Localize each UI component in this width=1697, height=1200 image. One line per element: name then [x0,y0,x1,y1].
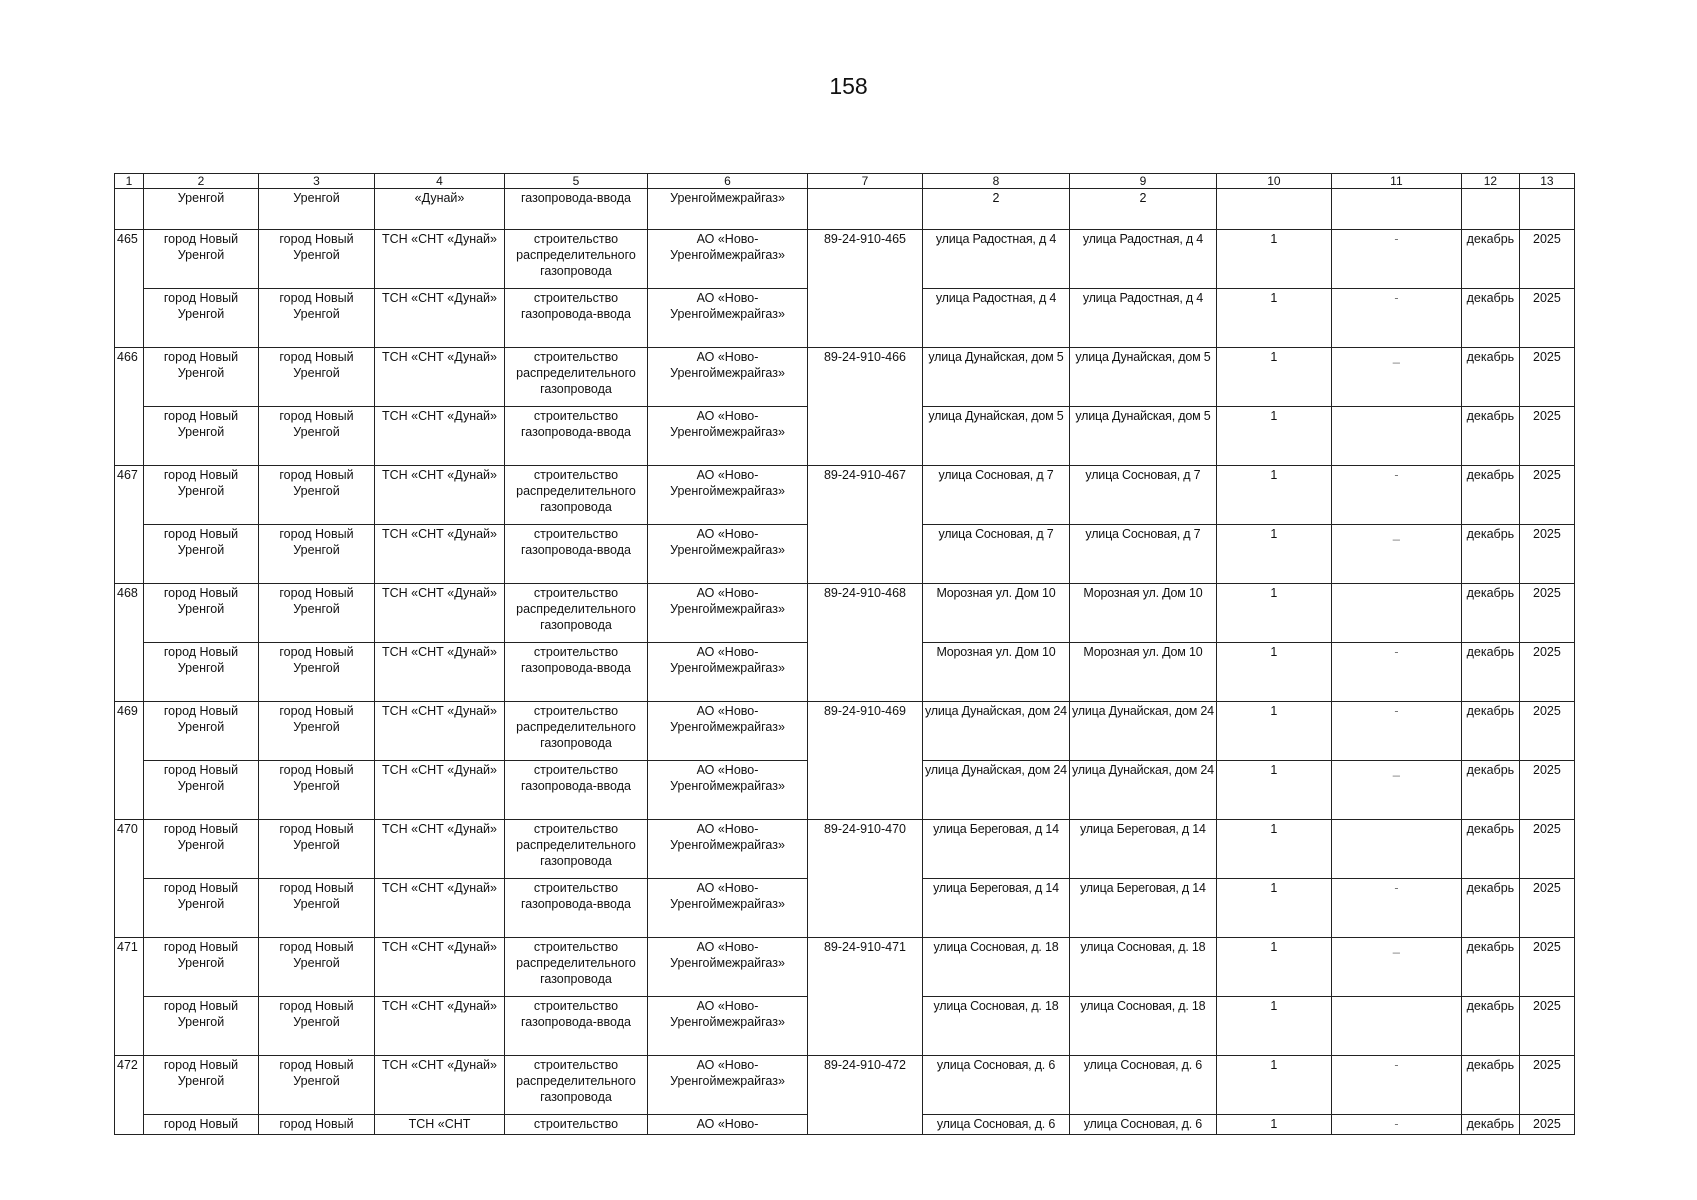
cell-c6: АО «Ново-Уренгоймежрайгаз» [648,997,808,1056]
cell-c8: улица Береговая, д 14 [923,879,1070,938]
cell-c8: улица Дунайская, дом 5 [923,348,1070,407]
cell-c4: ТСН «СНТ «Дунай» [375,702,505,761]
cell-c3: город Новый Уренгой [259,820,375,879]
cell-c8: 2 [923,189,1070,230]
cell-c12 [1461,189,1519,230]
cell-c6: АО «Ново-Уренгоймежрайгаз» [648,289,808,348]
cell-c3: город Новый Уренгой [259,230,375,289]
cell-c5: строительство газопровода-ввода [505,525,648,584]
cell-c3: город Новый Уренгой [259,997,375,1056]
cell-c13 [1519,189,1574,230]
cell-c10: 1 [1216,289,1331,348]
cell-c4: ТСН «СНТ «Дунай» [375,820,505,879]
cell-c11 [1331,997,1461,1056]
cell-c10: 1 [1216,702,1331,761]
cell-c6: АО «Ново-Уренгоймежрайгаз» [648,879,808,938]
cell-c5: строительство газопровода-ввода [505,879,648,938]
cell-c13: 2025 [1519,761,1574,820]
cell-c12: декабрь [1461,348,1519,407]
cell-c8: улица Дунайская, дом 5 [923,407,1070,466]
cell-c9: Морозная ул. Дом 10 [1069,584,1216,643]
cell-c4: ТСН «СНТ «Дунай» [375,466,505,525]
cell-c8: улица Береговая, д 14 [923,820,1070,879]
cell-c4: ТСН «СНТ «Дунай» [375,407,505,466]
cell-c4: ТСН «СНТ «Дунай» [375,230,505,289]
column-header-6: 6 [648,174,808,189]
data-table [114,173,1575,1135]
cell-c11: _ [1331,938,1461,997]
cell-c12: декабрь [1461,879,1519,938]
cell-c10: 1 [1216,1056,1331,1115]
cell-c4: ТСН «СНТ «Дунай» [375,761,505,820]
row-number: 472 [115,1056,144,1135]
header-row [115,174,1575,189]
column-header-7: 7 [808,174,923,189]
column-header-2: 2 [144,174,259,189]
row-number: 469 [115,702,144,820]
cell-c13: 2025 [1519,1115,1574,1135]
cell-c2: город Новый Уренгой [144,643,259,702]
cell-c10: 1 [1216,407,1331,466]
cell-c9: улица Дунайская, дом 5 [1069,348,1216,407]
cell-c12: декабрь [1461,466,1519,525]
cell-c10: 1 [1216,879,1331,938]
cell-c2: город Новый Уренгой [144,584,259,643]
cell-c13: 2025 [1519,879,1574,938]
cell-c8: улица Сосновая, д 7 [923,466,1070,525]
cell-c3: город Новый [259,1115,375,1135]
cell-c11: - [1331,466,1461,525]
cell-c4: ТСН «СНТ «Дунай» [375,938,505,997]
cell-c13: 2025 [1519,407,1574,466]
cell-c8: улица Сосновая, д 7 [923,525,1070,584]
cell-c6: АО «Ново-Уренгоймежрайгаз» [648,643,808,702]
cell-c5: строительство распределительного газопровода [505,230,648,289]
cell-c5: строительство распределительного газопровода [505,466,648,525]
cell-c10: 1 [1216,938,1331,997]
object-code: 89-24-910-465 [808,230,923,348]
cell-c3: город Новый Уренгой [259,879,375,938]
cell-c11 [1331,407,1461,466]
cell-c2: город Новый Уренгой [144,348,259,407]
cell-c9: Морозная ул. Дом 10 [1069,643,1216,702]
cell-c9: улица Сосновая, д. 18 [1069,997,1216,1056]
cell-c11: - [1331,879,1461,938]
cell-c8: улица Дунайская, дом 24 [923,761,1070,820]
cell-c3: город Новый Уренгой [259,525,375,584]
cell-c5: строительство распределительного газопровода [505,348,648,407]
cell-c6: АО «Ново-Уренгоймежрайгаз» [648,230,808,289]
cell-c6: АО «Ново-Уренгоймежрайгаз» [648,407,808,466]
cell-c11: _ [1331,761,1461,820]
cell-c9: улица Сосновая, д. 6 [1069,1115,1216,1135]
carry-over-row [115,189,1575,230]
cell-c5: строительство распределительного газопровода [505,1056,648,1115]
cell-c9: улица Береговая, д 14 [1069,879,1216,938]
row-number: 468 [115,584,144,702]
cell-c10: 1 [1216,525,1331,584]
cell-c4: ТСН «СНТ «Дунай» [375,879,505,938]
cell-c8: улица Радостная, д 4 [923,230,1070,289]
object-code: 89-24-910-467 [808,466,923,584]
cell-c12: декабрь [1461,702,1519,761]
cell-c11: - [1331,1056,1461,1115]
cell-c9: улица Радостная, д 4 [1069,289,1216,348]
cell-c3: город Новый Уренгой [259,466,375,525]
object-code: 89-24-910-470 [808,820,923,938]
cell-c10: 1 [1216,584,1331,643]
cell-c9: улица Сосновая, д. 6 [1069,1056,1216,1115]
cell-c8: улица Радостная, д 4 [923,289,1070,348]
column-header-5: 5 [505,174,648,189]
column-header-3: 3 [259,174,375,189]
cell-c5: газопровода-ввода [505,189,648,230]
cell-c10: 1 [1216,820,1331,879]
cell-c11: - [1331,289,1461,348]
column-header-10: 10 [1216,174,1331,189]
cell-c12: декабрь [1461,1115,1519,1135]
cell-c10: 1 [1216,466,1331,525]
cell-c10: 1 [1216,230,1331,289]
cell-c3: город Новый Уренгой [259,1056,375,1115]
cell-c10: 1 [1216,1115,1331,1135]
cell-c4: ТСН «СНТ [375,1115,505,1135]
cell-c3: город Новый Уренгой [259,643,375,702]
row-number: 465 [115,230,144,348]
cell-c2: город Новый Уренгой [144,230,259,289]
cell-c4: ТСН «СНТ «Дунай» [375,584,505,643]
cell-c12: декабрь [1461,1056,1519,1115]
cell-c9: улица Сосновая, д 7 [1069,525,1216,584]
cell-c8: улица Сосновая, д. 6 [923,1115,1070,1135]
cell-c11: - [1331,643,1461,702]
cell-c3: город Новый Уренгой [259,938,375,997]
cell-c13: 2025 [1519,289,1574,348]
column-header-13: 13 [1519,174,1574,189]
column-header-1: 1 [115,174,144,189]
cell-c13: 2025 [1519,820,1574,879]
cell-c6: АО «Ново-Уренгоймежрайгаз» [648,1056,808,1115]
cell-c2: город Новый Уренгой [144,761,259,820]
cell-c5: строительство распределительного газопровода [505,938,648,997]
cell-c11: _ [1331,525,1461,584]
cell-c2: город Новый Уренгой [144,938,259,997]
table-row [115,820,1575,879]
cell-c2: город Новый Уренгой [144,1056,259,1115]
cell-c4: ТСН «СНТ «Дунай» [375,643,505,702]
cell-c3: город Новый Уренгой [259,348,375,407]
table-row [115,348,1575,407]
cell-c10: 1 [1216,348,1331,407]
cell-c12: декабрь [1461,230,1519,289]
cell-c12: декабрь [1461,938,1519,997]
cell-c9: улица Дунайская, дом 5 [1069,407,1216,466]
cell-c8: улица Сосновая, д. 18 [923,997,1070,1056]
cell-c9: улица Радостная, д 4 [1069,230,1216,289]
cell-c6: АО «Ново- [648,1115,808,1135]
cell-c6: АО «Ново-Уренгоймежрайгаз» [648,820,808,879]
row-number: 470 [115,820,144,938]
cell-c13: 2025 [1519,525,1574,584]
cell-c6: АО «Ново-Уренгоймежрайгаз» [648,584,808,643]
cell-c2: город Новый Уренгой [144,289,259,348]
object-code: 89-24-910-469 [808,702,923,820]
cell-c10 [1216,189,1331,230]
cell-c9: 2 [1069,189,1216,230]
cell-c12: декабрь [1461,289,1519,348]
cell-c13: 2025 [1519,348,1574,407]
cell-c3: город Новый Уренгой [259,407,375,466]
cell-c10: 1 [1216,643,1331,702]
cell-c2: Уренгой [144,189,259,230]
cell-c13: 2025 [1519,643,1574,702]
cell-c9: улица Дунайская, дом 24 [1069,761,1216,820]
cell-c6: АО «Ново-Уренгоймежрайгаз» [648,525,808,584]
cell-c13: 2025 [1519,938,1574,997]
column-header-8: 8 [923,174,1070,189]
table-row [115,230,1575,289]
cell-c10: 1 [1216,761,1331,820]
object-code: 89-24-910-472 [808,1056,923,1135]
row-number: 466 [115,348,144,466]
cell-c13: 2025 [1519,1056,1574,1115]
cell-c11 [1331,584,1461,643]
cell-c6: АО «Ново-Уренгоймежрайгаз» [648,348,808,407]
cell-c5: строительство распределительного газопровода [505,702,648,761]
cell-c13: 2025 [1519,230,1574,289]
cell-c4: ТСН «СНТ «Дунай» [375,1056,505,1115]
column-header-4: 4 [375,174,505,189]
cell-c12: декабрь [1461,584,1519,643]
cell-c5: строительство газопровода-ввода [505,997,648,1056]
cell-c13: 2025 [1519,702,1574,761]
cell-c13: 2025 [1519,997,1574,1056]
cell-c6: АО «Ново-Уренгоймежрайгаз» [648,938,808,997]
cell-c10: 1 [1216,997,1331,1056]
table-row [115,584,1575,643]
cell-c8: улица Сосновая, д. 18 [923,938,1070,997]
cell-c11: _ [1331,348,1461,407]
column-header-12: 12 [1461,174,1519,189]
row-number-cell [115,189,144,230]
cell-c9: улица Сосновая, д 7 [1069,466,1216,525]
cell-c9: улица Сосновая, д. 18 [1069,938,1216,997]
cell-c2: город Новый Уренгой [144,466,259,525]
cell-c2: город Новый [144,1115,259,1135]
cell-c5: строительство распределительного газопровода [505,584,648,643]
cell-c2: город Новый Уренгой [144,407,259,466]
cell-c3: Уренгой [259,189,375,230]
cell-c5: строительство газопровода-ввода [505,289,648,348]
cell-c13: 2025 [1519,466,1574,525]
cell-c3: город Новый Уренгой [259,584,375,643]
cell-c4: «Дунай» [375,189,505,230]
cell-c11: - [1331,230,1461,289]
cell-c11 [1331,189,1461,230]
cell-c12: декабрь [1461,997,1519,1056]
cell-c4: ТСН «СНТ «Дунай» [375,997,505,1056]
cell-c8: улица Сосновая, д. 6 [923,1056,1070,1115]
object-code: 89-24-910-466 [808,348,923,466]
row-number: 467 [115,466,144,584]
cell-c8: Морозная ул. Дом 10 [923,643,1070,702]
cell-c12: декабрь [1461,761,1519,820]
cell-c8: улица Дунайская, дом 24 [923,702,1070,761]
cell-c7 [808,189,923,230]
cell-c12: декабрь [1461,525,1519,584]
cell-c5: строительство газопровода-ввода [505,643,648,702]
cell-c11: - [1331,702,1461,761]
cell-c5: строительство газопровода-ввода [505,407,648,466]
cell-c4: ТСН «СНТ «Дунай» [375,289,505,348]
table-row [115,702,1575,761]
cell-c12: декабрь [1461,643,1519,702]
cell-c6: АО «Ново-Уренгоймежрайгаз» [648,466,808,525]
cell-c12: декабрь [1461,407,1519,466]
cell-c5: строительство газопровода-ввода [505,761,648,820]
cell-c11: - [1331,1115,1461,1135]
cell-c5: строительство [505,1115,648,1135]
cell-c2: город Новый Уренгой [144,879,259,938]
column-header-11: 11 [1331,174,1461,189]
column-header-9: 9 [1069,174,1216,189]
cell-c9: улица Дунайская, дом 24 [1069,702,1216,761]
cell-c6: АО «Ново-Уренгоймежрайгаз» [648,702,808,761]
cell-c3: город Новый Уренгой [259,702,375,761]
cell-c2: город Новый Уренгой [144,525,259,584]
cell-c11 [1331,820,1461,879]
cell-c3: город Новый Уренгой [259,289,375,348]
object-code: 89-24-910-468 [808,584,923,702]
cell-c2: город Новый Уренгой [144,820,259,879]
table-row [115,466,1575,525]
cell-c9: улица Береговая, д 14 [1069,820,1216,879]
cell-c4: ТСН «СНТ «Дунай» [375,525,505,584]
cell-c4: ТСН «СНТ «Дунай» [375,348,505,407]
cell-c2: город Новый Уренгой [144,702,259,761]
cell-c13: 2025 [1519,584,1574,643]
cell-c8: Морозная ул. Дом 10 [923,584,1070,643]
cell-c6: АО «Ново-Уренгоймежрайгаз» [648,761,808,820]
page-number: 158 [829,73,868,99]
cell-c6: Уренгоймежрайгаз» [648,189,808,230]
table-row [115,1056,1575,1115]
row-number: 471 [115,938,144,1056]
cell-c3: город Новый Уренгой [259,761,375,820]
cell-c12: декабрь [1461,820,1519,879]
table-row [115,938,1575,997]
cell-c5: строительство распределительного газопровода [505,820,648,879]
object-code: 89-24-910-471 [808,938,923,1056]
cell-c2: город Новый Уренгой [144,997,259,1056]
